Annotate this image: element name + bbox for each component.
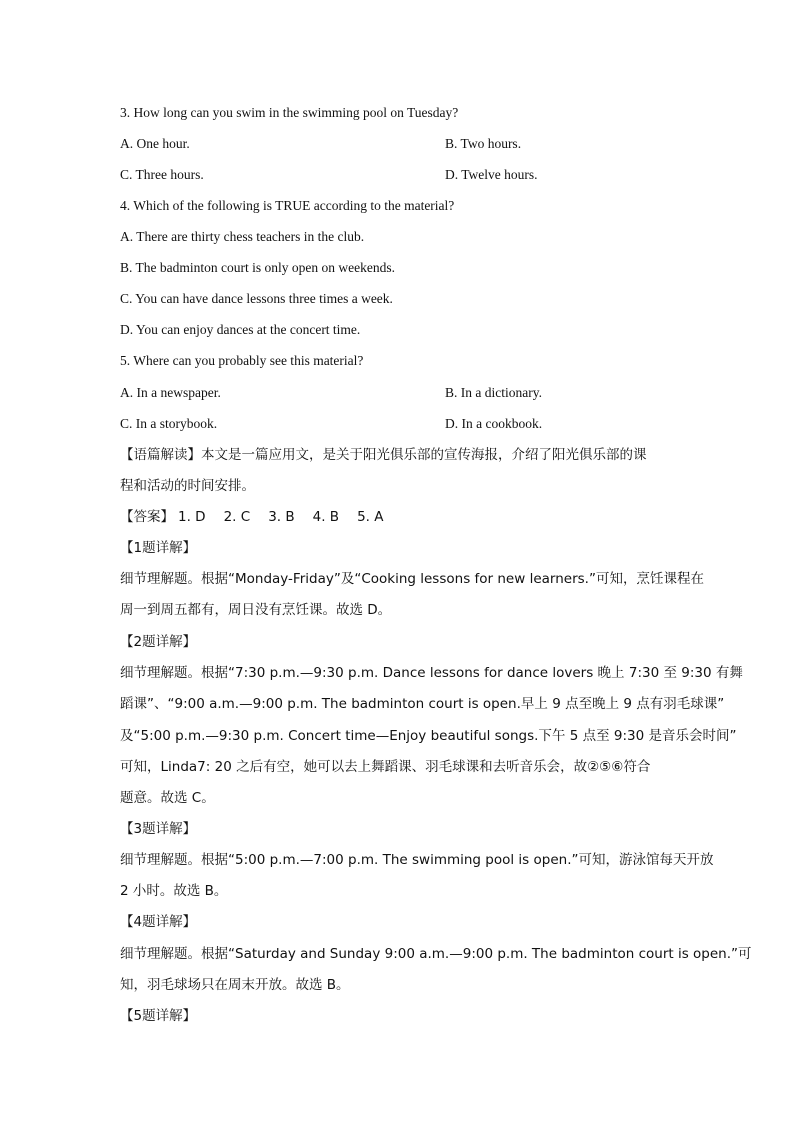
q3-option-d: D. Twelve hours. [445,167,538,182]
answer-item: 3. B [268,509,295,525]
explanation-2-line: 蹈课”、“9:00 a.m.—9:00 p.m. The badminton court is open.早上 9 点至晚上 9 点有羽毛球课” [120,696,725,712]
explanation-4-line: 知，羽毛球场只在周末开放。故选 B。 [120,977,350,993]
q4-option-b: B. The badminton court is only open on weekends. [120,260,395,275]
question-5: 5. Where can you probably see this material? [120,353,364,368]
answer-label: 【答案】 [120,509,174,525]
explanation-3-heading: 【3题详解】 [120,821,197,837]
q5-option-c: C. In a storybook. [120,416,218,431]
analysis-line-2: 程和活动的时间安排。 [120,478,255,494]
explanation-2-line: 细节理解题。根据“7:30 p.m.—9:30 p.m. Dance lessons for dance lovers 晚上 7:30 至 9:30 有舞 [120,665,743,681]
q5-option-b: B. In a dictionary. [445,385,542,400]
explanation-1-line: 周一到周五都有，周日没有烹饪课。故选 D。 [120,602,392,618]
explanation-2-line: 及“5:00 p.m.—9:30 p.m. Concert time—Enjoy beautiful songs.下午 5 点至 9:30 是音乐会时间” [120,728,737,744]
explanation-5-heading: 【5题详解】 [120,1008,197,1024]
explanation-4-heading: 【4题详解】 [120,914,197,930]
question-4: 4. Which of the following is TRUE according to the material? [120,198,455,213]
q4-option-d: D. You can enjoy dances at the concert time. [120,322,361,337]
explanation-4-line: 细节理解题。根据“Saturday and Sunday 9:00 a.m.—9:00 p.m. The badminton court is open.”可 [120,946,752,962]
analysis-line-1: 【语篇解读】本文是一篇应用文，是关于阳光俱乐部的宣传海报，介绍了阳光俱乐部的课 [120,447,647,463]
explanation-2-line: 题意。故选 C。 [120,790,215,806]
explanation-3-line: 2 小时。故选 B。 [120,883,228,899]
explanation-1-heading: 【1题详解】 [120,540,197,556]
explanation-3-line: 细节理解题。根据“5:00 p.m.—7:00 p.m. The swimming pool is open.”可知，游泳馆每天开放 [120,852,714,868]
q3-option-b: B. Two hours. [445,136,522,151]
answer-item: 4. B [312,509,340,525]
q5-option-a: A. In a newspaper. [120,385,221,400]
q3-option-c: C. Three hours. [120,167,204,182]
explanation-2-heading: 【2题详解】 [120,634,197,650]
explanation-1-line: 细节理解题。根据“Monday-Friday”及“Cooking lessons for new learners.”可知，烹饪课程在 [120,571,704,587]
answer-item: 5. A [357,509,384,525]
answer-key [120,508,401,526]
answer-item: 1. D [178,509,206,525]
explanation-2-line: 可知，Linda7: 20 之后有空，她可以去上舞蹈课、羽毛球课和去听音乐会，故②⑤⑥符合 [120,759,651,775]
q5-option-d: D. In a cookbook. [445,416,543,431]
answer-item: 2. C [223,509,251,525]
q4-option-c: C. You can have dance lessons three times a week. [120,291,393,306]
q3-option-a: A. One hour. [120,136,190,151]
question-3: 3. How long can you swim in the swimming pool on Tuesday? [120,105,459,120]
q4-option-a: A. There are thirty chess teachers in the club. [120,229,365,244]
